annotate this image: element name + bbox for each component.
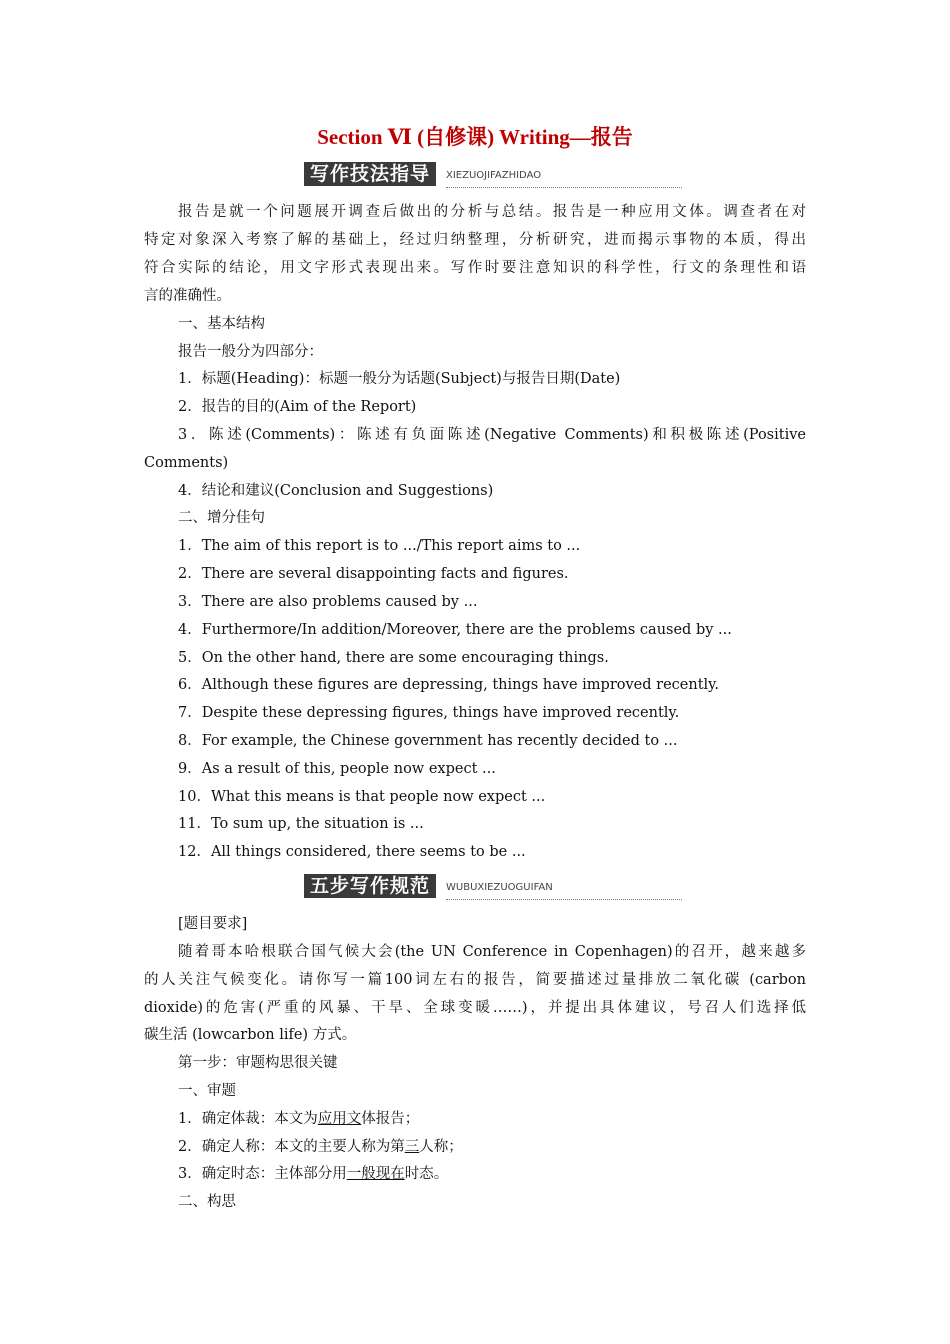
sentence-item: 5．On the other hand, there are some encouraging things. [178, 650, 609, 666]
item-answer-underlined: 一般现在 [346, 1166, 405, 1182]
item-text: 时态。 [404, 1166, 449, 1182]
sentence-item: 7．Despite these depressing figures, things have improved recently. [178, 705, 680, 721]
step1-subheading: 一、审题 [178, 1083, 236, 1099]
sentence-item: 2．There are several disappointing facts and figures. [178, 566, 569, 582]
step1-heading: 第一步：审题构思很关键 [178, 1055, 338, 1071]
structure-item-continued: Comments) [144, 455, 229, 471]
sentence-item: 8．For example, the Chinese government has recently decided to ... [178, 733, 678, 749]
item-answer-underlined: 三 [404, 1139, 420, 1155]
intro-line: 言的准确性。 [144, 288, 231, 304]
intro-line: 符合实际的结论，用文字形式表现出来。写作时要注意知识的科学性，行文的条理性和语 [144, 260, 806, 276]
structure-heading: 一、基本结构 [178, 316, 265, 332]
task-line: dioxide)的危害(严重的风暴、干旱、全球变暖……)，并提出具体建议，号召人们选择低 [144, 1000, 806, 1016]
item-answer-underlined: 应用文 [317, 1111, 362, 1127]
item-text: 3．确定时态：主体部分用 [178, 1166, 347, 1182]
sentence-item: 9．As a result of this, people now expect ... [178, 761, 496, 777]
sentence-item: 10．What this means is that people now expect ... [178, 789, 546, 805]
banner-dotted-rule [446, 187, 682, 188]
step1-item [178, 1138, 463, 1156]
structure-item: 4．结论和建议(Conclusion and Suggestions) [178, 483, 494, 499]
intro-line: 报告是就一个问题展开调查后做出的分析与总结。报告是一种应用文体。调查者在对 [178, 204, 806, 220]
sentence-item: 4．Furthermore/In addition/Moreover, there are the problems caused by ... [178, 622, 732, 638]
section-banner-five-steps [304, 874, 682, 900]
step1-item [178, 1110, 419, 1128]
section-banner-writing-skills [304, 162, 682, 188]
item-text: 1．确定体裁：本文为 [178, 1111, 318, 1127]
sentence-item: 6．Although these figures are depressing, things have improved recently. [178, 677, 720, 693]
intro-line: 特定对象深入考察了解的基础上，经过归纳整理，分析研究，进而揭示事物的本质，得出 [144, 232, 806, 248]
structure-item: 1．标题(Heading)：标题一般分为话题(Subject)与报告日期(Date) [178, 371, 621, 387]
sentence-item: 3．There are also problems caused by ... [178, 594, 478, 610]
item-text: 2．确定人称：本文的主要人称为第 [178, 1139, 405, 1155]
sentence-item: 11．To sum up, the situation is ... [178, 816, 424, 832]
banner-label: 五步写作规范 [304, 874, 436, 898]
sentence-item: 1．The aim of this report is to .../This report aims to ... [178, 538, 581, 554]
task-line: 的人关注气候变化。请你写一篇100词左右的报告，简要描述过量排放二氧化碳 (carbon [144, 972, 806, 988]
step1-item [178, 1165, 448, 1183]
step1-subheading: 二、构思 [178, 1194, 236, 1210]
item-text: 体报告； [361, 1111, 420, 1127]
task-line: 碳生活 (lowcarbon life) 方式。 [144, 1027, 357, 1043]
page-title: Section Ⅵ (自修课) Writing—报告 [317, 125, 633, 149]
banner-dotted-rule [446, 899, 682, 900]
sentence-item: 12．All things considered, there seems to be ... [178, 844, 526, 860]
task-label: [题目要求] [178, 916, 248, 932]
banner-label: 写作技法指导 [304, 162, 436, 186]
structure-item: 2．报告的目的(Aim of the Report) [178, 399, 417, 415]
banner-pinyin: WUBUXIEZUOGUIFAN [446, 882, 553, 893]
sentences-heading: 二、增分佳句 [178, 510, 265, 526]
task-line: 随着哥本哈根联合国气候大会(the UN Conference in Copenhagen)的召开，越来越多 [178, 944, 806, 960]
item-text: 人称； [419, 1139, 463, 1155]
structure-item: 3．陈述(Comments)：陈述有负面陈述(Negative Comments)和积极陈述(Positive [178, 427, 806, 443]
structure-lead: 报告一般分为四部分： [178, 344, 323, 360]
banner-pinyin: XIEZUOJIFAZHIDAO [446, 170, 542, 181]
